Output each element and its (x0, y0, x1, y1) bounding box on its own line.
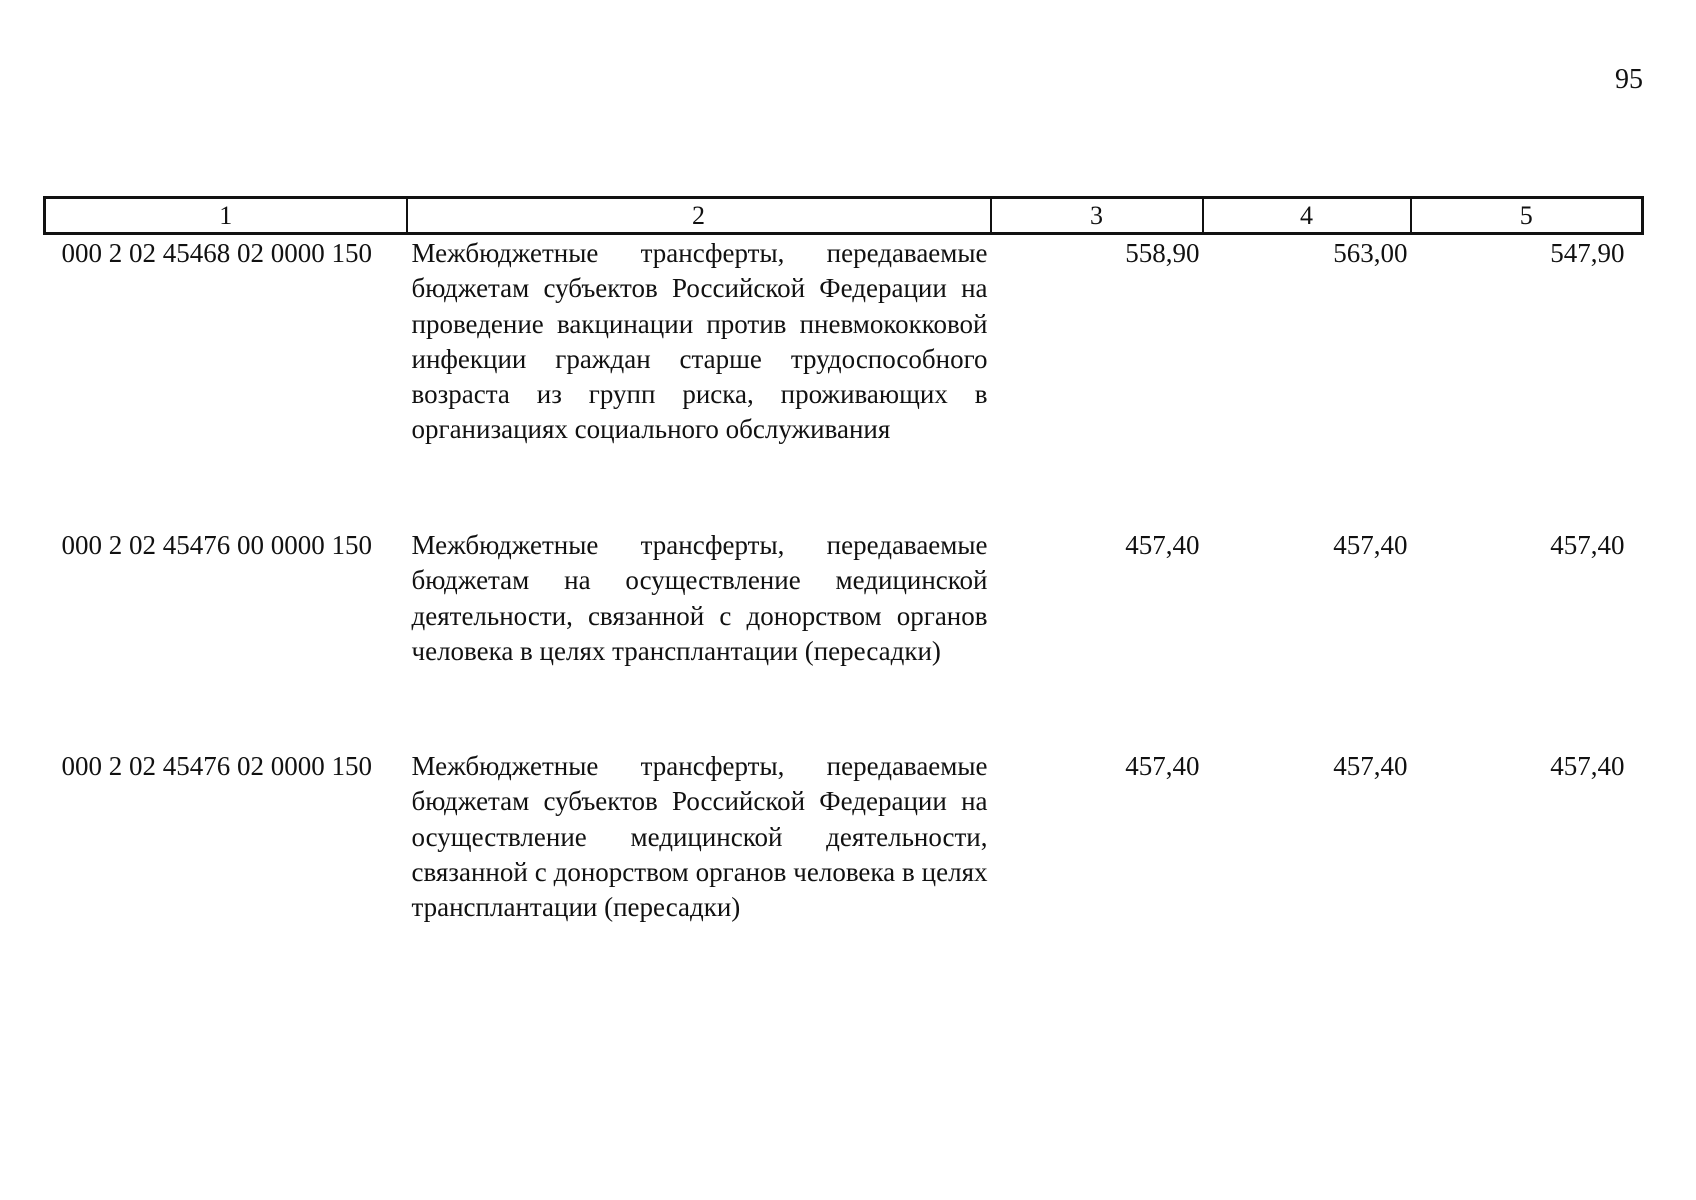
page-number: 95 (1615, 64, 1643, 95)
value-col-3: 558,90 (1125, 238, 1200, 268)
value-col-3: 457,40 (1125, 751, 1200, 781)
row-description: Межбюджетные трансферты, передаваемые бюджетам на осуществление медицинской деятельности, связанной с донорством органов человека в целях трансплантации (пересадки) (411, 530, 988, 666)
table-body (45, 234, 1643, 950)
header-col-2: 2 (407, 198, 991, 234)
budget-code: 000 2 02 45476 02 0000 150 (61, 751, 372, 781)
row-description: Межбюджетные трансферты, передаваемые бюджетам субъектов Российской Федерации на проведение вакцинации против пневмококковой инфекции граждан старше трудоспособного возраста из групп риска, проживающих в организациях социального обслуживания (411, 238, 988, 445)
value-col-4: 563,00 (1333, 238, 1408, 268)
value-col-4: 457,40 (1333, 530, 1408, 560)
row-description: Межбюджетные трансферты, передаваемые бюджетам субъектов Российской Федерации на осуществление медицинской деятельности, связанной с донорством органов человека в целях трансплантации (пересадки) (411, 751, 988, 923)
header-col-1: 1 (45, 198, 407, 234)
header-row (45, 198, 1643, 234)
table-row (45, 749, 1643, 949)
table-row (45, 234, 1643, 529)
table-row (45, 528, 1643, 749)
value-col-5: 457,40 (1550, 751, 1625, 781)
header-col-4: 4 (1203, 198, 1411, 234)
budget-table (43, 196, 1644, 949)
budget-code: 000 2 02 45468 02 0000 150 (61, 238, 372, 268)
budget-code: 000 2 02 45476 00 0000 150 (61, 530, 372, 560)
table-header (45, 198, 1643, 234)
header-col-5: 5 (1411, 198, 1643, 234)
value-col-3: 457,40 (1125, 530, 1200, 560)
header-col-3: 3 (991, 198, 1203, 234)
value-col-5: 457,40 (1550, 530, 1625, 560)
value-col-4: 457,40 (1333, 751, 1408, 781)
value-col-5: 547,90 (1550, 238, 1625, 268)
